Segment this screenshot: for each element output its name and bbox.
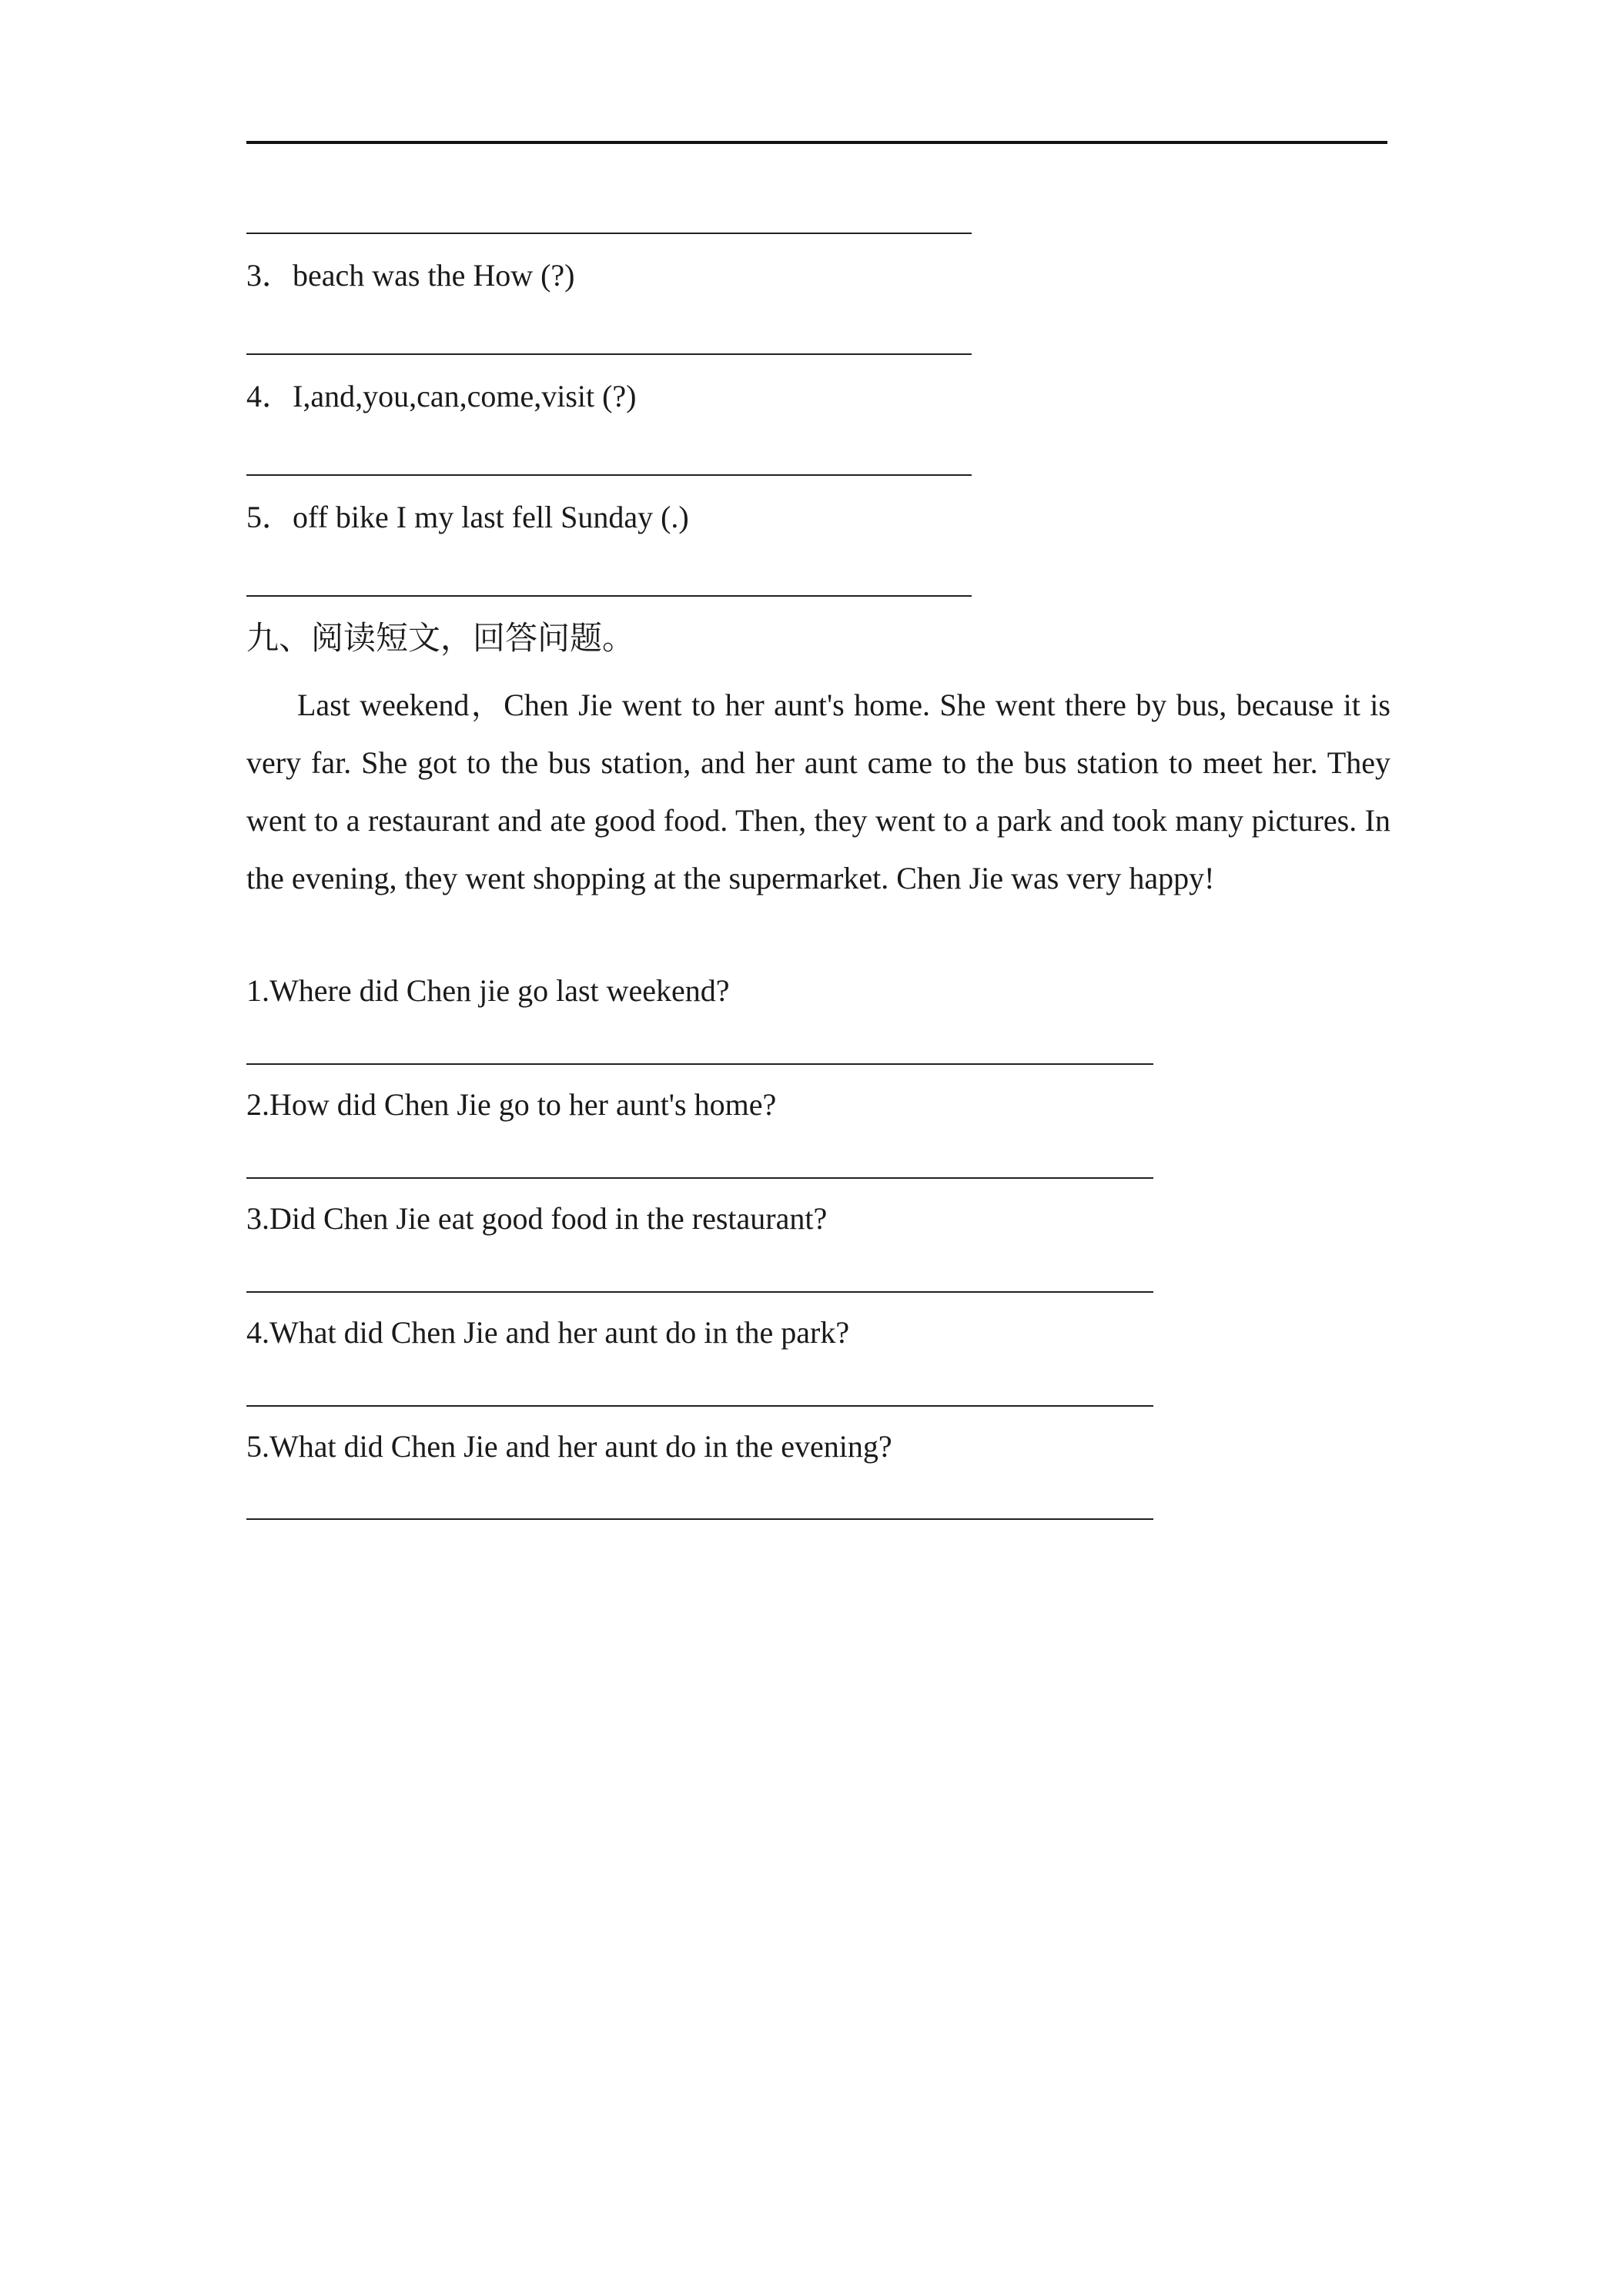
question-3: 3.Did Chen Jie eat good food in the restaurant? <box>246 1201 828 1236</box>
answer-line-2[interactable] <box>246 233 972 234</box>
answer-line-q5[interactable] <box>246 1518 1153 1520</box>
answer-line-3[interactable] <box>246 353 972 355</box>
reorder-item-sep: ． <box>262 500 293 534</box>
answer-line-q2[interactable] <box>246 1177 1153 1179</box>
reorder-item-number: 4 <box>246 379 262 413</box>
reorder-item-5 <box>246 499 689 536</box>
reorder-item-text: I,and,you,can,come,visit (?) <box>293 379 637 413</box>
reorder-item-sep: ． <box>262 379 293 413</box>
reorder-item-text: beach was the How (?) <box>293 258 575 293</box>
answer-line-q1[interactable] <box>246 1063 1153 1065</box>
reorder-item-number: 3 <box>246 258 262 293</box>
question-2: 2.How did Chen Jie go to her aunt's home? <box>246 1087 777 1122</box>
reorder-item-text: off bike I my last fell Sunday (.) <box>293 500 689 534</box>
section-heading: 九、阅读短文，回答问题。 <box>246 619 635 657</box>
answer-line-q3[interactable] <box>246 1291 1153 1293</box>
question-1: 1.Where did Chen jie go last weekend? <box>246 973 730 1008</box>
question-4: 4.What did Chen Jie and her aunt do in the park? <box>246 1315 850 1350</box>
reading-passage: Last weekend，Chen Jie went to her aunt's home. She went there by bus, because it is very far. She got to the bus station, and her aunt came to the bus station to meet her. They went to a restaurant and ate good food. Then, they went to a park and took many pictures. In the evening, they went shopping at the supermarket. Chen Jie was very happy! <box>246 688 1390 895</box>
reorder-item-number: 5 <box>246 500 262 534</box>
answer-line-q4[interactable] <box>246 1405 1153 1407</box>
reorder-item-3 <box>246 257 575 294</box>
reorder-item-4 <box>246 378 637 415</box>
answer-line-5[interactable] <box>246 595 972 597</box>
answer-line-4[interactable] <box>246 474 972 476</box>
reorder-item-sep: ． <box>262 258 293 293</box>
header-rule <box>246 141 1387 144</box>
question-5: 5.What did Chen Jie and her aunt do in the evening? <box>246 1429 892 1464</box>
